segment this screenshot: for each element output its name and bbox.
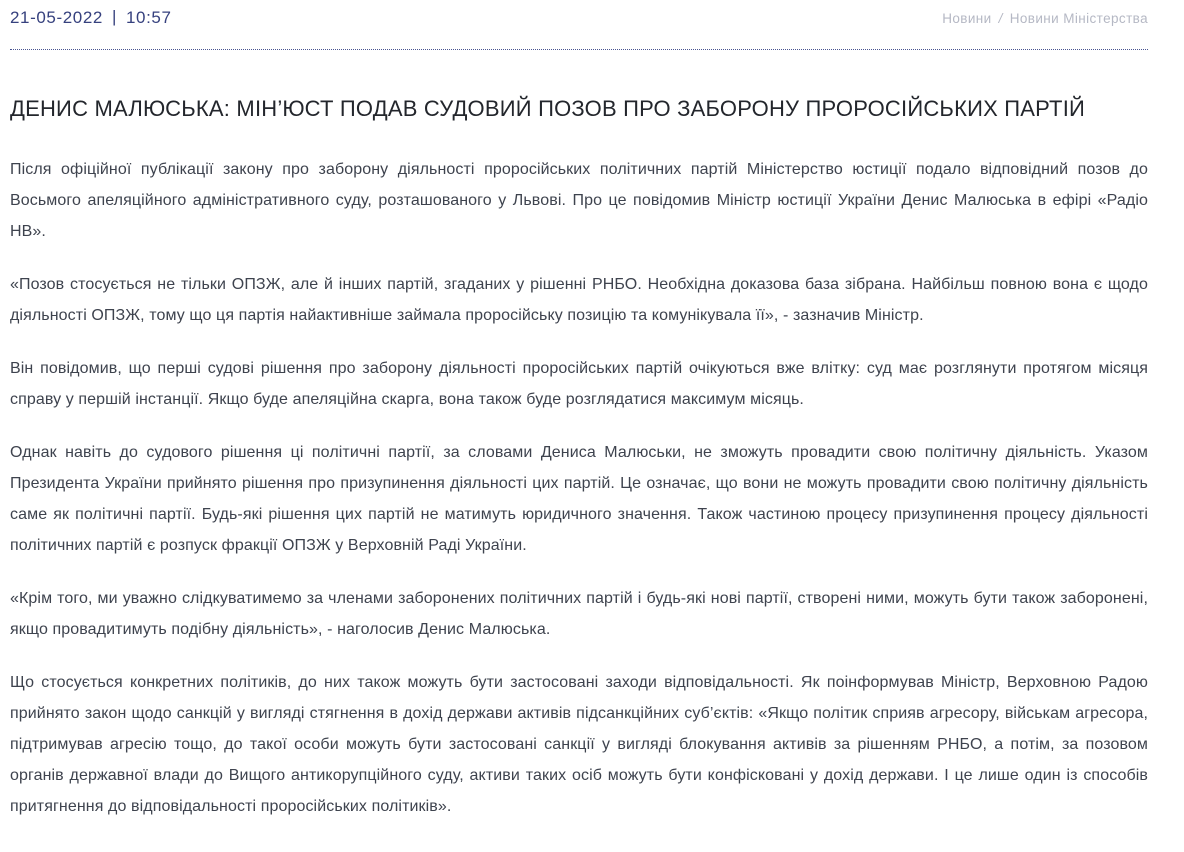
article-paragraph: Що стосується конкретних політиків, до них також можуть бути застосовані заходи відповідальності. Як поінформував Міністр, Верховною Радою прийнято закон щодо санкцій у вигляді стягнення в дохід держави активів підсанкційних суб’єктів: «Якщо політик сприяв агресору, військам агресора, підтримував агресію тощо, до такої особи можуть бути застосовані санкції у вигляді блокування активів за рішенням РНБО, а потім, за позовом органів державної влади до Вищого антикорупційного суду, активи таких осіб можуть бути конфісковані у дохід держави. І це лише один із способів притягнення до відповідальності проросійських політиків». [10, 674, 1148, 815]
publish-datetime [10, 8, 172, 28]
breadcrumb-link-ministry-news[interactable]: Новини Міністерства [1009, 11, 1148, 26]
article-title: ДЕНИС МАЛЮСЬКА: МІН’ЮСТ ПОДАВ СУДОВИЙ ПОЗОВ ПРО ЗАБОРОНУ ПРОРОСІЙСЬКИХ ПАРТІЙ [10, 96, 1086, 121]
datetime-separator: | [111, 7, 117, 26]
article-paragraph: «Позов стосується не тільки ОПЗЖ, але й інших партій, згаданих у рішенні РНБО. Необхідна доказова база зібрана. Найбільш повною вона є щодо діяльності ОПЗЖ, тому що ця партія найактивніше займала проросійську позицію та комунікувала її», - зазначив Міністр. [10, 276, 1148, 324]
article-paragraph: Він повідомив, що перші судові рішення про заборону діяльності проросійських партій очікуються вже влітку: суд має розглянути протягом місяця справу у першій інстанції. Якщо буде апеляційна скарга, вона також буде розглядатися максимум місяць. [10, 360, 1148, 408]
article-paragraph: Після офіційної публікації закону про заборону діяльності проросійських політичних партій Міністерство юстиції подало відповідний позов до Восьмого апеляційного адміністративного суду, розташованого у Львові. Про це повідомив Міністр юстиції України Денис Малюська в ефірі «Радіо НВ». [10, 161, 1148, 240]
article-body [10, 154, 1148, 822]
breadcrumb [942, 11, 1148, 26]
dotted-divider [10, 49, 1148, 50]
page-header [10, 8, 1148, 28]
article-paragraph: «Крім того, ми уважно слідкуватимемо за членами заборонених політичних партій і будь-які нові партії, створені ними, можуть бути також заборонені, якщо провадитимуть подібну діяльність», - наголосив Денис Малюська. [10, 590, 1148, 638]
breadcrumb-separator: / [998, 11, 1003, 26]
article-paragraph: Однак навіть до судового рішення ці політичні партії, за словами Дениса Малюськи, не зможуть провадити свою політичну діяльність. Указом Президента України прийнято рішення про призупинення діяльності цих партій. Це означає, що вони не можуть провадити свою політичну діяльність саме як політичні партії. Будь-які рішення цих партій не матимуть юридичного значення. Також частиною процесу призупинення процесу діяльності політичних партій є розпуск фракції ОПЗЖ у Верховній Раді України. [10, 444, 1148, 554]
publish-date: 21-05-2022 [10, 8, 103, 27]
breadcrumb-link-news[interactable]: Новини [942, 11, 992, 26]
publish-time: 10:57 [126, 8, 172, 27]
